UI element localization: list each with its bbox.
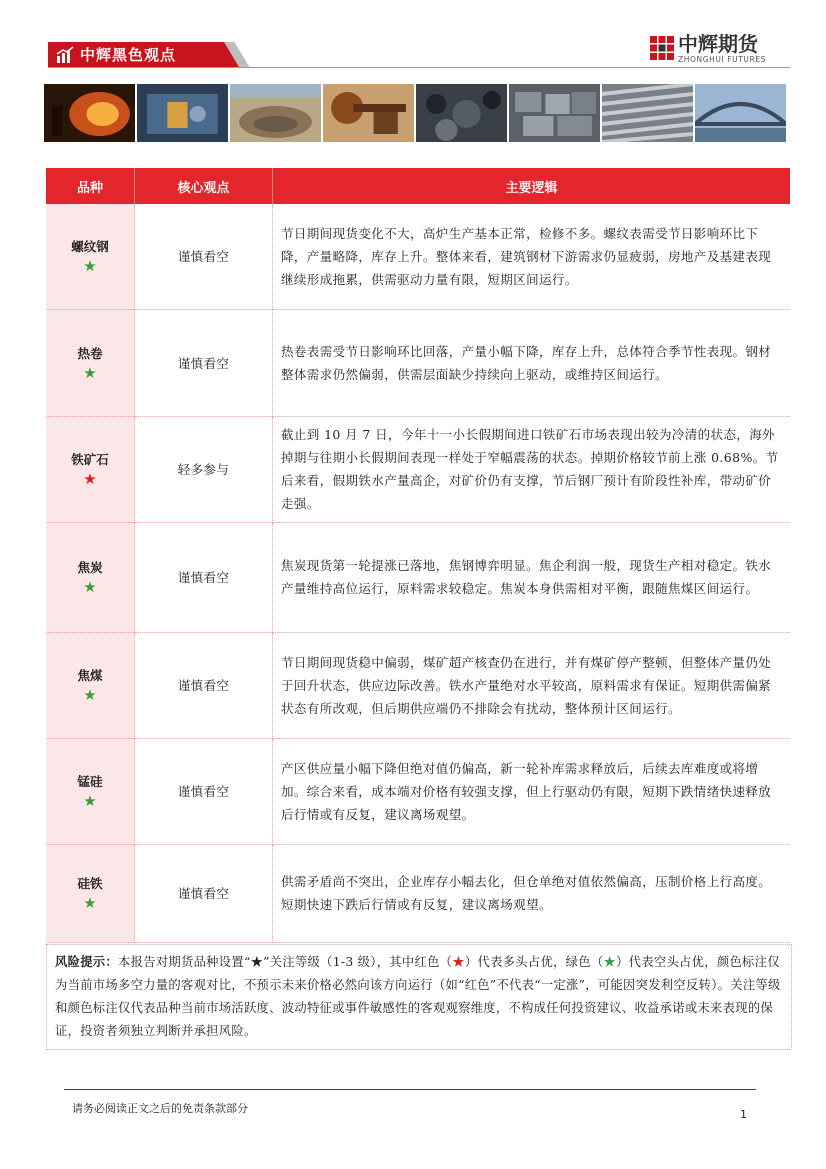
view-cell [135,738,273,844]
footer-rule [64,1089,756,1090]
star-icon: ★ [83,363,97,382]
red-star-icon: ★ [452,955,465,969]
view-cell [135,416,273,522]
variety-name: 焦炭 [77,560,103,575]
view-cell [135,632,273,738]
photo-strip [44,84,786,142]
variety-cell [46,416,135,522]
risk-text: 本报告对期货品种设置“ [118,955,251,969]
star-icon: ★ [83,686,97,704]
variety-cell [46,844,135,942]
variety-name: 螺纹钢 [71,239,109,255]
variety-name: 焦煤 [77,668,103,683]
table-row [46,632,790,738]
steel-billets-photo [509,84,600,142]
risk-text: ）代表空头占优，颜色标注仅为当前市场多空力量的客观对比，不预示未来价格必然向该方向运行（如“红色”不代表“一定涨”，可能因突发利空反转）。关注等级和颜色标注仅代表品种当前市场活跃度、波动特征或事件敏感性的客观观察维度，不构成任何投资建议、收益承诺或未来表现的保证，投资者须独立判断并承担风险。 [55,955,781,1038]
star-icon: ★ [83,894,97,912]
main-logic: 节日期间现货变化不大，高炉生产基本正常，检修不多。螺纹表需受节日影响环比下降，产量略降，库存上升。整体来看，建筑钢材下游需求仍显疲弱，房地产及基建表现继续形成拖累，供需驱动力量有限，短期区间运行。 [281,225,772,287]
variety-name: 铁矿石 [71,452,109,467]
star-icon: ★ [83,578,97,596]
viewpoint-table [46,168,790,943]
core-view: 轻多参与 [177,462,230,477]
footer-disclaimer: 请务必阅读正文之后的免责条款部分 [72,1102,248,1115]
steel-furnace-photo [44,84,135,142]
variety-name: 热卷 [77,345,103,361]
bucket-wheel-excavator-photo [323,84,414,142]
table-header-row [46,168,790,204]
core-view: 谨慎看空 [177,678,230,693]
rebar-bundle-photo [602,84,693,142]
main-logic: 产区供应量小幅下降但绝对值仍偏高，新一轮补库需求释放后，后续去库难度或将增加。综合来看，成本端对价格有较强支撑，但上行驱动仍有限，短期下跌情绪快速释放后行情或有反复，建议离场观望。 [281,760,772,822]
main-logic: 焦炭现货第一轮提涨已落地，焦钢博弈明显。焦企利润一般，现货生产相对稳定。铁水产量维持高位运行，原料需求较稳定。焦炭本身供需相对平衡，跟随焦煤区间运行。 [281,558,772,596]
view-cell [135,309,273,416]
main-logic: 截止到 10 月 7 日，今年十一小长假期间进口铁矿石市场表现出较为冷清的状态，海外掉期与往期小长假期间表现一样处于窄幅震荡的状态。掉期价格较节前上涨 0.68%。节后来看，假期铁水产量高企，对矿价仍有支撑，节后钢厂预计有阶段性补库，带动矿价走强。 [281,427,779,511]
main-logic: 节日期间现货稳中偏弱，煤矿超产核查仍在进行，并有煤矿停产整顿，但整体产量仍处于回升状态，供应边际改善。铁水产量绝对水平较高，原料需求有保证。短期供需偏紧状态有所改观，但后期供应端仍不排除会有扰动，整体预计区间运行。 [281,654,772,716]
view-cell [135,204,273,309]
logic-cell [273,416,791,522]
black-star-icon: ★ [250,955,264,969]
star-icon: ★ [83,792,97,810]
table-row [46,416,790,522]
risk-text: ）代表多头占优，绿色（ [464,955,604,969]
risk-text: ”关注等级（1-3 级），其中红色（ [263,955,453,969]
logic-cell [273,738,791,844]
main-logic: 供需矛盾尚不突出，企业库存小幅去化，但仓单绝对值依然偏高，压制价格上行高度。短期快速下跌后行情或有反复，建议离场观望。 [281,874,772,912]
page-number: 1 [740,1108,747,1121]
main-logic: 热卷表需受节日影响环比回落，产量小幅下降，库存上升，总体符合季节性表现。钢材整体需求仍然偏弱，供需层面缺少持续向上驱动，或维持区间运行。 [281,343,772,382]
view-cell [135,844,273,942]
logic-cell [273,309,791,416]
header-main-logic: 主要逻辑 [273,168,791,204]
risk-disclosure [46,944,792,1050]
logo-mark-icon [650,36,674,60]
core-view: 谨慎看空 [177,570,230,585]
variety-cell [46,204,135,309]
variety-name: 锰硅 [77,774,103,789]
core-view: 谨慎看空 [177,249,230,265]
steel-bridge-photo [695,84,786,142]
logic-cell [273,204,791,309]
variety-cell [46,309,135,416]
logic-cell [273,632,791,738]
star-icon: ★ [83,257,97,276]
bar-chart-icon [56,46,74,64]
header-variety: 品种 [46,168,135,204]
table-row [46,844,790,942]
table-row [46,738,790,844]
header-core-view: 核心观点 [135,168,273,204]
variety-cell [46,522,135,632]
variety-name: 硅铁 [77,876,103,891]
star-icon: ★ [83,470,97,488]
core-view: 谨慎看空 [177,784,230,799]
green-star-icon: ★ [603,955,617,969]
logo-text-en: ZHONGHUI FUTURES [678,55,767,64]
company-logo [650,32,790,66]
mining-machinery-photo [137,84,228,142]
core-view: 谨慎看空 [177,886,230,901]
coal-pile-photo [416,84,507,142]
risk-label: 风险提示： [55,955,118,969]
table-row [46,522,790,632]
logo-text-cn: 中辉期货 [678,32,758,56]
variety-cell [46,738,135,844]
open-pit-mine-photo [230,84,321,142]
table-row [46,309,790,416]
logic-cell [273,844,791,942]
table-row [46,204,790,309]
variety-cell [46,632,135,738]
view-cell [135,522,273,632]
header-rule [48,67,790,68]
core-view: 谨慎看空 [177,355,230,371]
page-header [48,32,790,72]
logic-cell [273,522,791,632]
header-title: 中辉黑色观点 [80,46,177,64]
